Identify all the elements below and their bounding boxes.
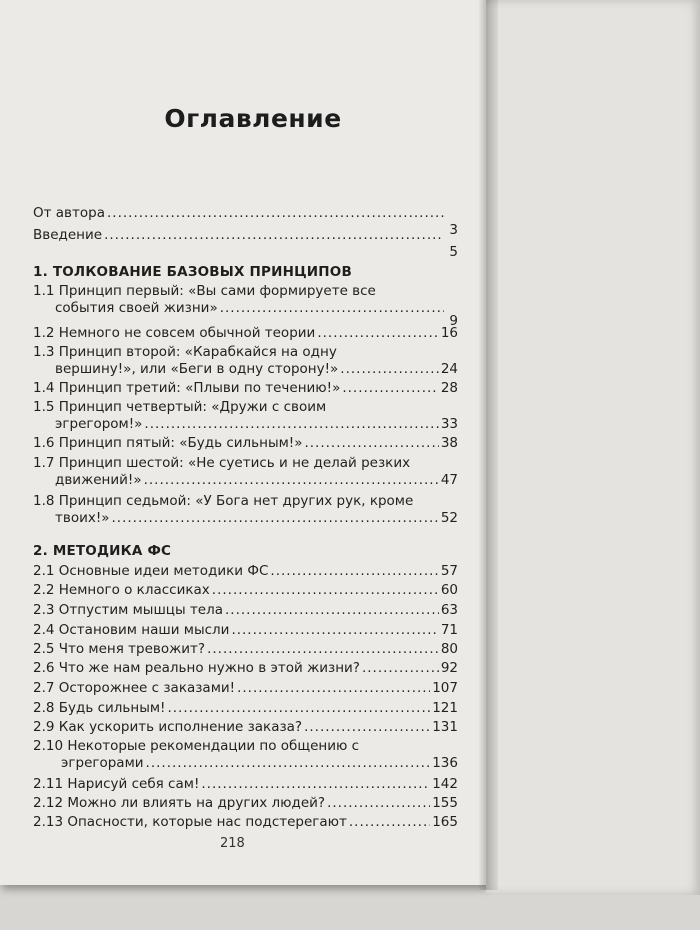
toc-entry-1-8: 1.8 Принцип седьмой: «У Бога нет других рук, кроме твоих!» ..... 52 [33,493,458,527]
book-gutter [478,0,498,890]
section-heading-2: 2. МЕТОДИКА ФС [33,543,172,559]
toc-entry-1-5: 1.5 Принцип четвертый: «Дружи с своим эгрегором!» ..... 33 [33,399,458,433]
toc-entry-1-6: 1.6 Принцип пятый: «Будь сильным!» ..... 38 [33,435,458,452]
toc-entry-author: От автора ..... 3 [33,205,458,239]
toc-entry-2-7: 2.7 Осторожнее с заказами! ..... 107 [33,680,458,697]
toc-page-number: 9 [449,313,458,329]
toc-page-number: 33 [440,416,458,432]
toc-entry-2-8: 2.8 Будь сильным! ..... 121 [33,700,458,717]
toc-entry-2-3: 2.3 Отпустим мышцы тела ..... 63 [33,602,458,619]
toc-entry-2-10: 2.10 Некоторые рекомендации по общению с эгрегорами ..... 136 [33,738,458,772]
toc-entry-2-1: 2.1 Основные идеи методики ФС ..... 57 [33,563,458,580]
toc-page-number: 52 [440,510,458,526]
toc-page-number: 80 [440,641,458,657]
right-page [486,0,700,895]
toc-entry-2-9: 2.9 Как ускорить исполнение заказа? ..... 131 [33,719,458,736]
toc-title: Оглавление [164,104,342,133]
toc-page-number: 142 [432,776,458,792]
toc-page-number: 92 [440,660,458,676]
toc-page-number: 57 [440,563,458,579]
toc-entry-1-4: 1.4 Принцип третий: «Плыви по течению!» ..... 28 [33,380,458,397]
toc-page-number: 155 [432,795,458,811]
toc-entry-2-6: 2.6 Что же нам реально нужно в этой жизни? ..... 92 [33,660,458,677]
toc-page-number: 60 [440,582,458,598]
toc-page-number: 165 [432,814,458,830]
toc-page-number: 38 [440,435,458,451]
toc-page-number: 107 [432,680,458,696]
toc-page-number: 28 [440,380,458,396]
toc-entry-2-5: 2.5 Что меня тревожит? ..... 80 [33,641,458,658]
toc-entry-2-2: 2.2 Немного о классиках ..... 60 [33,582,458,599]
toc-entry-1-2: 1.2 Немного не совсем обычной теории ..... 16 [33,325,458,342]
toc-page-number: 16 [440,325,458,341]
toc-page-number: 5 [449,244,458,260]
toc-entry-1-3: 1.3 Принцип второй: «Карабкайся на одну вершину!», или «Беги в одну сторону!» ..... 24 [33,344,458,378]
toc-entry-1-1: 1.1 Принцип первый: «Вы сами формируете все события своей жизни» ..... 9 [33,283,458,330]
section-heading-1: 1. ТОЛКОВАНИЕ БАЗОВЫХ ПРИНЦИПОВ [33,264,352,280]
toc-page-number: 121 [432,700,458,716]
page-number: 218 [220,836,245,851]
toc-entry-2-13: 2.13 Опасности, которые нас подстерегают ..... 165 [33,814,458,831]
toc-entry-2-12: 2.12 Можно ли влиять на других людей? ..... 155 [33,795,458,812]
toc-page-number: 63 [440,602,458,618]
toc-page-number: 71 [440,622,458,638]
toc-page-number: 136 [432,755,458,771]
toc-page-number: 131 [432,719,458,735]
toc-page-number: 47 [440,472,458,488]
toc-entry-2-11: 2.11 Нарисуй себя сам! ..... 142 [33,776,458,793]
toc-entry-intro: Введение ..... 5 [33,227,458,261]
toc-page-number: 24 [440,361,458,377]
toc-entry-2-4: 2.4 Остановим наши мысли ..... 71 [33,622,458,639]
toc-entry-1-7: 1.7 Принцип шестой: «Не суетись и не делай резких движений!» ..... 47 [33,455,458,489]
